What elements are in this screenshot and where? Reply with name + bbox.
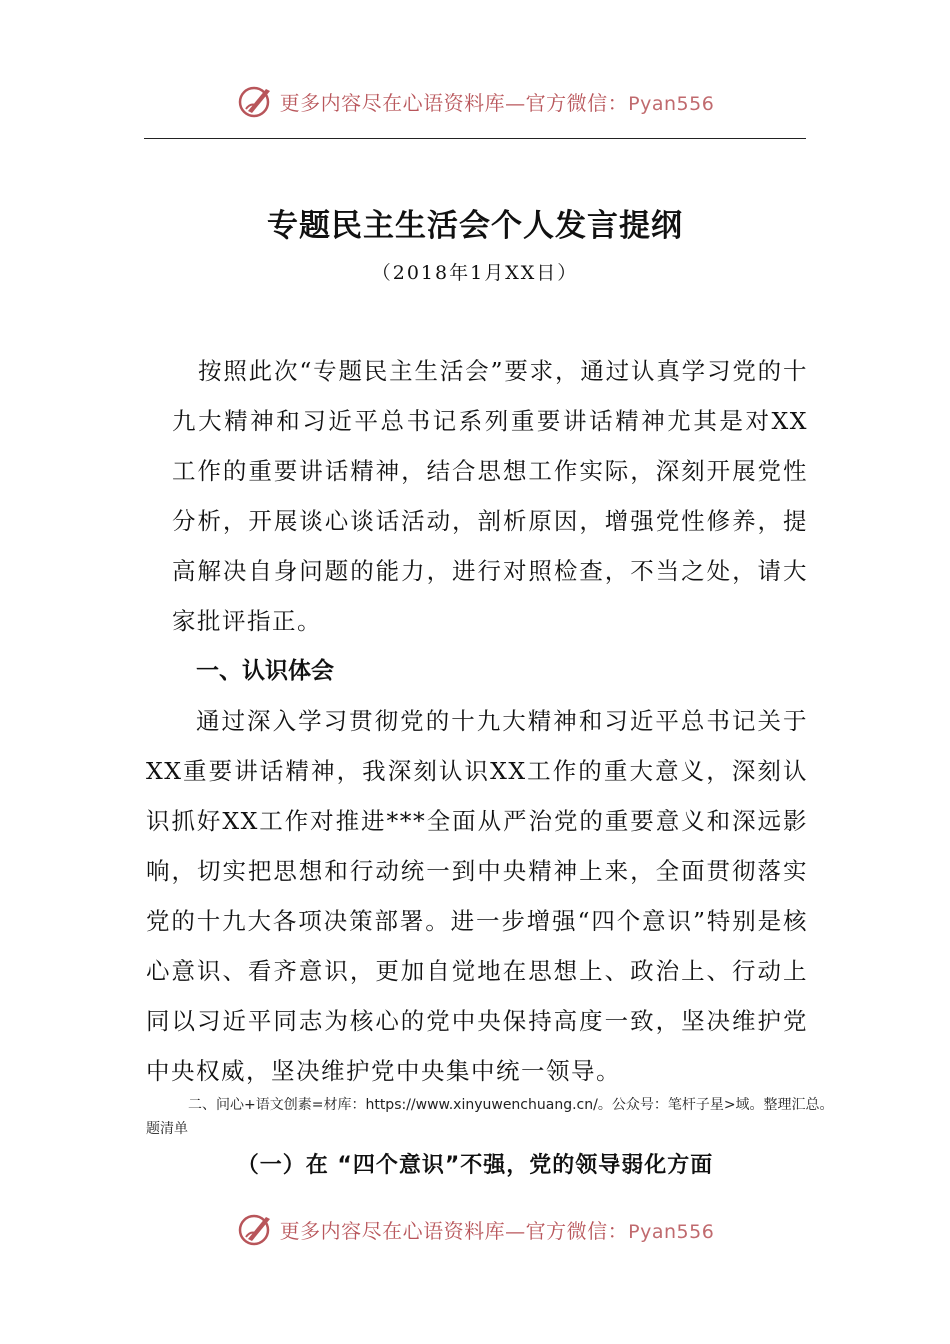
footer-banner-text: 更多内容尽在心语资料库—官方微信：: [279, 1218, 629, 1243]
document-title: 专题民主生活会个人发言提纲: [267, 208, 683, 244]
pen-logo-icon: [236, 1209, 276, 1249]
footer-wechat-id: Pyan556: [628, 1220, 715, 1243]
pen-logo-icon: [236, 81, 276, 121]
section1-paragraph: 通过深入学习贯彻党的十九大精神和习近平总书记关于XX重要讲话精神，我深刻认识XX工作的重大意义，深刻认识抓好XX工作对推进***全面从严治党的重要意义和深远影响，切实把思想和行动统一到中央精神上来，全面贯彻落实党的十九大各项决策部署。进一步增强“四个意识”特别是核心意识、看齐意识，更加自觉地在思想上、政治上、行动上同以习近平同志为核心的党中央保持高度一致，坚决维护党中央权威，坚决维护党中央集中统一领导。: [146, 707, 808, 1085]
subsection-heading: （一）在 “四个意识”不强，党的领导弱化方面: [236, 1153, 714, 1178]
header-banner-text: 更多内容尽在心语资料库—官方微信：: [279, 90, 629, 115]
document-date: （2018年1月XX日）: [371, 262, 579, 284]
header-banner: [0, 78, 950, 124]
intro-paragraph: 按照此次“专题民主生活会”要求，通过认真学习党的十九大精神和习近平总书记系列重要讲话精神尤其是对XX工作的重要讲话精神，结合思想工作实际，深刻开展党性分析，开展谈心谈话活动，剖析原因，增强党性修养，提高解决自身问题的能力，进行对照检查，不当之处，请大家批评指正。: [172, 357, 808, 635]
source-note: 二、问心+语文创素=材库：https://www.xinyuwenchuang.cn/。公众号：笔杆子星>域。整理汇总。题清单: [146, 1097, 834, 1137]
footer-banner: [0, 1206, 950, 1252]
header-wechat-id: Pyan556: [628, 92, 715, 115]
header-divider: [144, 138, 806, 139]
section1-heading: 一、认识体会: [196, 658, 334, 684]
